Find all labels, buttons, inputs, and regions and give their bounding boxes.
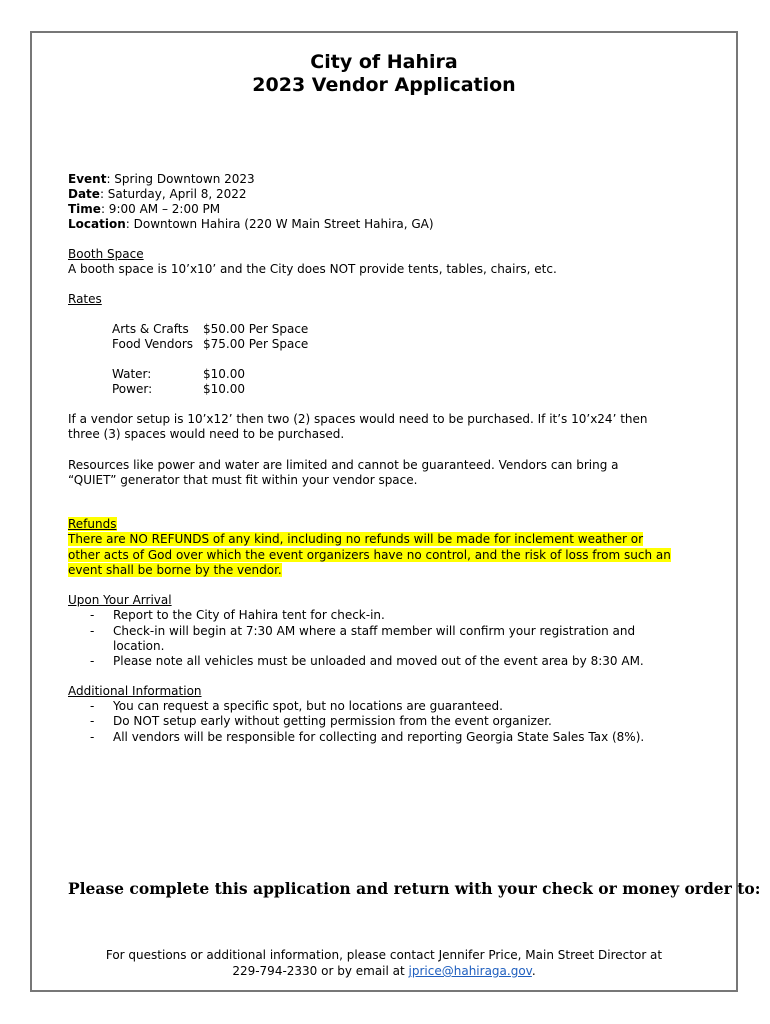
rate-value: $75.00 Per Space — [203, 337, 309, 351]
application-page — [30, 31, 761, 992]
refunds-text: event shall be borne by the vendor. — [68, 563, 282, 577]
closing-instruction: Please complete this application and return with your check or money order to: — [68, 879, 761, 898]
footer-period: . — [531, 964, 536, 978]
refunds-line — [68, 548, 671, 563]
refunds-line — [68, 563, 282, 578]
bullet-marker: - — [90, 624, 95, 638]
refunds-heading-text: Refunds — [68, 517, 117, 531]
footer-contact-line2 — [32, 964, 736, 979]
refunds-heading — [68, 517, 117, 532]
list-item: Check-in will begin at 7:30 AM where a staff member will confirm your registration and — [113, 624, 636, 638]
bullet-marker: - — [90, 608, 95, 622]
booth-heading: Booth Space — [68, 247, 144, 261]
bullet-marker: - — [90, 699, 95, 713]
list-item: Report to the City of Hahira tent for check-in. — [113, 608, 385, 622]
rate-value: $10.00 — [203, 367, 245, 381]
list-item: All vendors will be responsible for collecting and reporting Georgia State Sales Tax (8%). — [113, 730, 645, 744]
event-value: : Spring Downtown 2023 — [106, 172, 255, 186]
rate-name: Arts & Crafts — [112, 322, 189, 336]
time-label: Time — [68, 202, 101, 216]
date-label: Date — [68, 187, 100, 201]
spaces-note-line: three (3) spaces would need to be purchased. — [68, 427, 345, 441]
event-line — [68, 172, 255, 187]
email-link[interactable]: jprice@hahiraga.gov — [408, 964, 532, 978]
refunds-text: There are NO REFUNDS of any kind, including no refunds will be made for inclement weather or — [68, 532, 644, 546]
bullet-marker: - — [90, 654, 95, 668]
additional-heading: Additional Information — [68, 684, 202, 698]
rate-value: $10.00 — [203, 382, 245, 396]
time-line — [68, 202, 220, 217]
resources-note-line: “QUIET” generator that must fit within your vendor space. — [68, 473, 418, 487]
rate-value: $50.00 Per Space — [203, 322, 309, 336]
list-item: You can request a specific spot, but no locations are guaranteed. — [113, 699, 503, 713]
booth-text: A booth space is 10’x10’ and the City does NOT provide tents, tables, chairs, etc. — [68, 262, 557, 276]
bullet-marker: - — [90, 714, 95, 728]
spaces-note-line: If a vendor setup is 10’x12’ then two (2) spaces would need to be purchased. If it’s 10’x24’ then — [68, 412, 648, 426]
footer-phone-text: 229-794-2330 or by email at — [232, 964, 409, 978]
rate-name: Water: — [112, 367, 152, 381]
location-label: Location — [68, 217, 126, 231]
location-line — [68, 217, 434, 232]
rates-heading: Rates — [68, 292, 102, 306]
page-subtitle: 2023 Vendor Application — [252, 74, 516, 96]
list-item: Do NOT setup early without getting permission from the event organizer. — [113, 714, 552, 728]
page-title: City of Hahira — [310, 51, 458, 73]
event-label: Event — [68, 172, 107, 186]
bullet-marker: - — [90, 730, 95, 744]
list-item: Please note all vehicles must be unloaded and moved out of the event area by 8:30 AM. — [113, 654, 644, 668]
rate-name: Food Vendors — [112, 337, 193, 351]
footer-contact-line: For questions or additional information, please contact Jennifer Price, Main Street Director at — [105, 948, 663, 962]
refunds-line — [68, 532, 643, 547]
date-value: : Saturday, April 8, 2022 — [99, 187, 247, 201]
date-line — [68, 187, 247, 202]
refunds-text: other acts of God over which the event organizers have no control, and the risk of loss from such an — [68, 548, 671, 562]
rate-name: Power: — [112, 382, 153, 396]
time-value: : 9:00 AM – 2:00 PM — [100, 202, 221, 216]
arrival-heading: Upon Your Arrival — [68, 593, 172, 607]
list-item-continued: location. — [113, 639, 165, 653]
resources-note-line: Resources like power and water are limited and cannot be guaranteed. Vendors can bring a — [68, 458, 619, 472]
location-value: : Downtown Hahira (220 W Main Street Hahira, GA) — [125, 217, 434, 231]
